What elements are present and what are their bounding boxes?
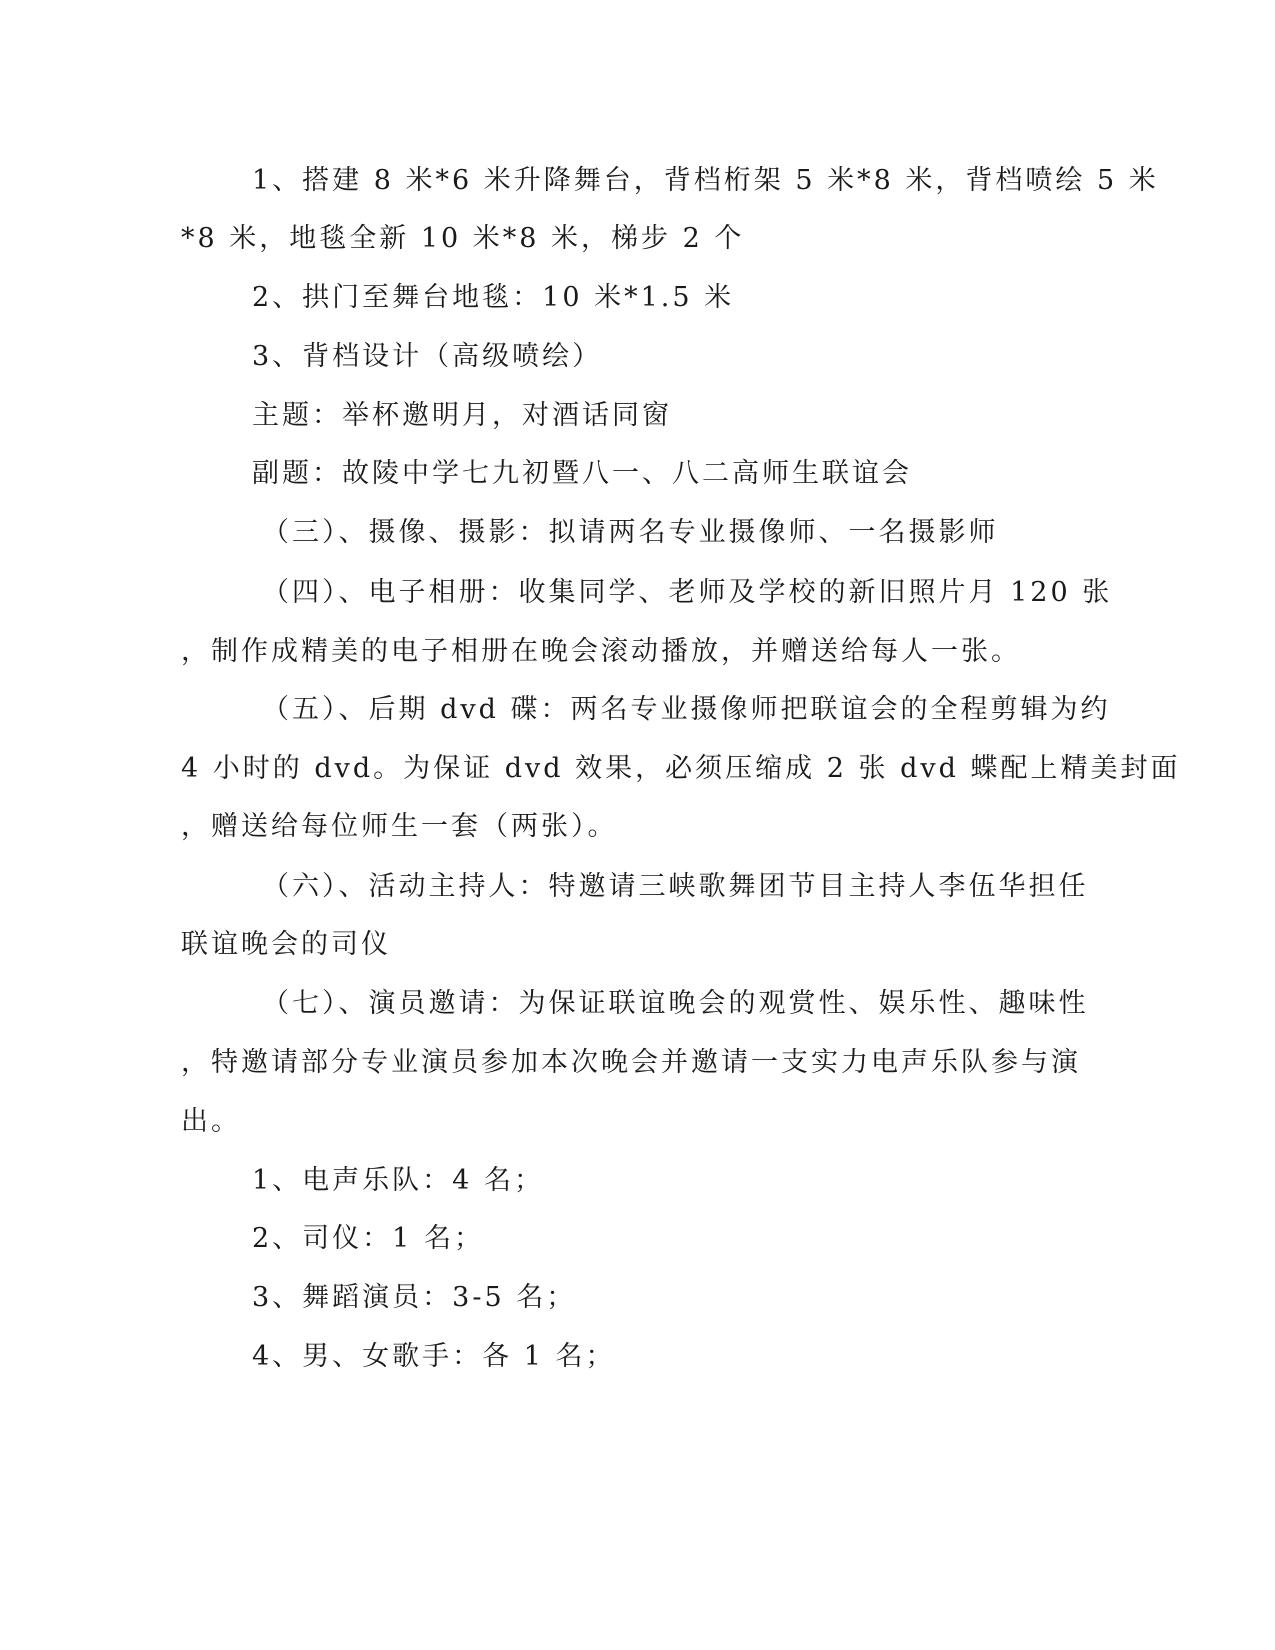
text-line: 主题：举杯邀明月，对酒话同窗	[252, 400, 672, 431]
text-line: 副题：故陵中学七九初暨八一、八二高师生联谊会	[252, 458, 912, 489]
text-line: ，特邀请部分专业演员参加本次晚会并邀请一支实力电声乐队参与演	[181, 1047, 1081, 1078]
text-line: 4 小时的 dvd。为保证 dvd 效果，必须压缩成 2 张 dvd 蝶配上精美封面	[181, 753, 1181, 784]
text-line: 2、拱门至舞台地毯：10 米*1.5 米	[252, 282, 735, 313]
text-line: （六）、活动主持人：特邀请三峡歌舞团节目主持人李伍华担任	[262, 871, 1089, 902]
text-line: （四）、电子相册：收集同学、老师及学校的新旧照片月 120 张	[262, 577, 1113, 608]
text-line: （七）、演员邀请：为保证联谊晚会的观赏性、娱乐性、趣味性	[262, 988, 1089, 1019]
text-line: 出。	[181, 1106, 241, 1137]
text-line: *8 米，地毯全新 10 米*8 米，梯步 2 个	[181, 223, 745, 254]
text-line: 3、舞蹈演员：3-5 名；	[252, 1282, 577, 1313]
text-line: 1、电声乐队：4 名；	[252, 1165, 544, 1196]
text-line: 3、背档设计（高级喷绘）	[252, 341, 603, 372]
text-line: 联谊晚会的司仪	[181, 929, 391, 960]
text-line: （三）、摄像、摄影：拟请两名专业摄像师、一名摄影师	[262, 517, 999, 548]
text-line: 1、搭建 8 米*6 米升降舞台，背档桁架 5 米*8 米，背档喷绘 5 米	[252, 165, 1159, 196]
text-line: ，制作成精美的电子相册在晚会滚动播放，并赠送给每人一张。	[181, 636, 1021, 667]
text-line: （五）、后期 dvd 碟：两名专业摄像师把联谊会的全程剪辑为约	[262, 694, 1111, 725]
text-line: ，赠送给每位师生一套（两张）。	[181, 811, 618, 842]
text-line: 4、男、女歌手：各 1 名；	[252, 1341, 616, 1372]
text-line: 2、司仪：1 名；	[252, 1223, 484, 1254]
